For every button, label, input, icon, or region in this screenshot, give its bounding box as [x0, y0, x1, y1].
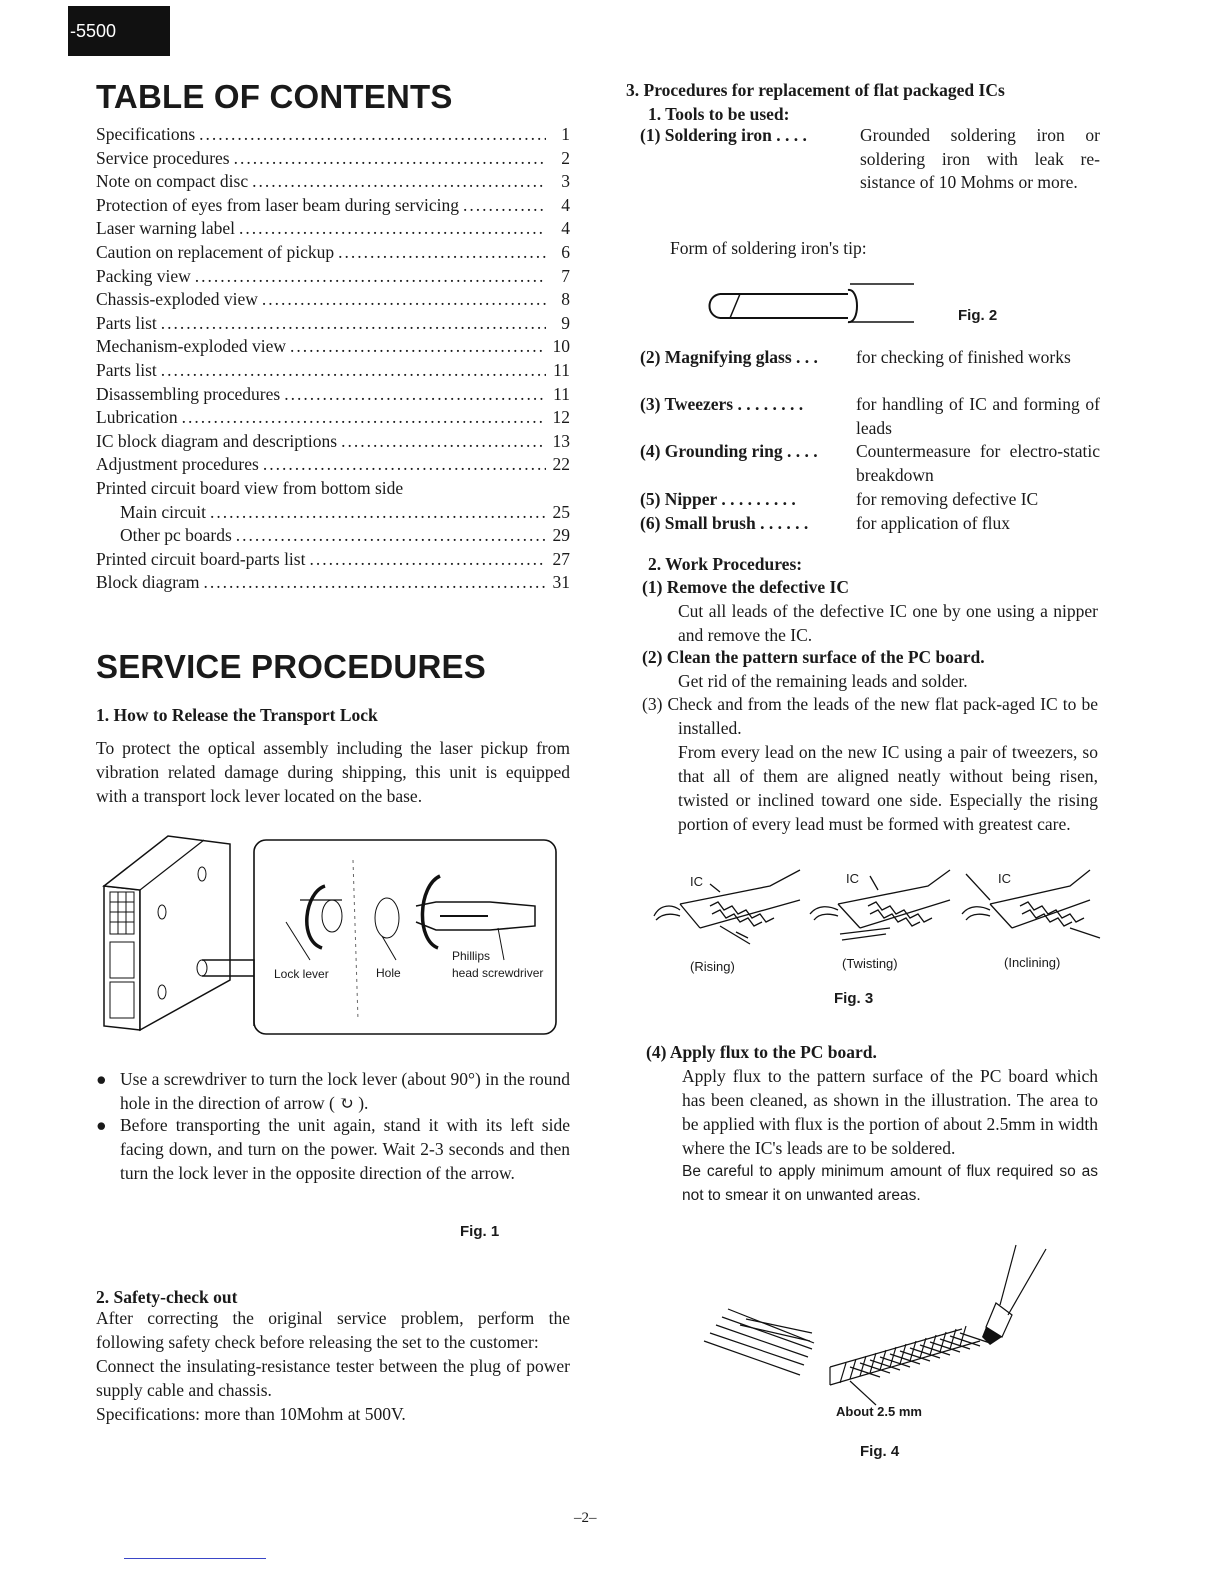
- toc-entry-page: 29: [552, 525, 570, 546]
- toc-entry-page: 3: [561, 171, 570, 192]
- toc-leader: [309, 549, 546, 570]
- toc-leader: [341, 431, 546, 452]
- toc-entry-label: Packing view: [96, 265, 191, 286]
- bullet-item: ● Use a screwdriver to turn the lock lever (about 90°) in the round hole in the direction of arrow ( ↻ ).: [96, 1069, 570, 1113]
- ic-heading: 3. Procedures for replacement of flat packaged ICs: [626, 80, 1005, 100]
- toc-entry-label: Block diagram: [96, 572, 200, 593]
- toc-entry: [96, 218, 570, 242]
- fig3-twisting-caption: (Twisting): [842, 956, 898, 971]
- work-heading: 2. Work Procedures:: [648, 554, 803, 574]
- fig3-ic-label: IC: [998, 871, 1011, 886]
- toc-entry-page: 12: [552, 407, 570, 428]
- toc-leader: [463, 195, 546, 216]
- toc-entry-label: Adjustment procedures: [96, 454, 259, 475]
- tool-item: (2) Magnifying glass . . . for checking of finished works: [640, 347, 1071, 367]
- transport-lock-figure: [100, 830, 570, 1040]
- toc-entry-page: 31: [552, 572, 570, 593]
- toc-entry-page: 4: [561, 218, 570, 239]
- toc-entry-label: Parts list: [96, 359, 157, 380]
- toc-entry-page: 9: [561, 312, 570, 333]
- fig2-caption: Fig. 2: [958, 307, 998, 324]
- toc-list: [96, 124, 570, 596]
- tool-item: (4) Grounding ring . . . . Countermeasure for electro-static breakdown: [640, 441, 1100, 485]
- fig3-rising-caption: (Rising): [690, 959, 735, 974]
- toc-entry: [96, 454, 570, 478]
- toc-entry-label: Parts list: [96, 312, 157, 333]
- toc-entry: [96, 478, 570, 502]
- toc-entry: [96, 431, 570, 455]
- toc-entry-page: 2: [561, 147, 570, 168]
- toc-entry: [96, 171, 570, 195]
- model-tab: -5500: [68, 6, 170, 56]
- work-step: (2) Clean the pattern surface of the PC board. Get rid of the remaining leads and solder.: [642, 647, 985, 691]
- fig3-ic-label: IC: [690, 874, 703, 889]
- toc-leader: [204, 572, 546, 593]
- toc-leader: [262, 289, 546, 310]
- toc-leader: [234, 148, 546, 169]
- toc-leader: [239, 218, 546, 239]
- toc-entry-page: 6: [561, 241, 570, 262]
- toc-entry: [96, 124, 570, 148]
- toc-entry-label: Main circuit: [120, 501, 207, 522]
- fig1-hole-label: Hole: [376, 966, 401, 980]
- toc-entry-label: Service procedures: [96, 147, 230, 168]
- toc-leader: [195, 266, 546, 287]
- toc-title: TABLE OF CONTENTS: [96, 78, 453, 115]
- toc-leader: [199, 124, 546, 145]
- toc-entry: [96, 148, 570, 172]
- toc-entry-page: 13: [552, 430, 570, 451]
- toc-entry-label: Note on compact disc: [96, 171, 249, 192]
- tool-item: (5) Nipper . . . . . . . . . for removing defective IC: [640, 489, 1039, 509]
- toc-entry-page: 1: [561, 124, 570, 144]
- toc-entry: [96, 242, 570, 266]
- lead-defects-figure: [650, 864, 1110, 944]
- toc-entry: [96, 502, 570, 526]
- tool-item: (1) Soldering iron . . . . Grounded soldering iron or soldering iron with leak re-sistance of 10 Mohms or more.: [640, 125, 1100, 192]
- toc-leader: [210, 502, 546, 523]
- toc-leader: [161, 313, 546, 334]
- toc-entry-page: 11: [553, 383, 570, 404]
- flux-application-figure: [700, 1245, 1060, 1405]
- section2-text: After correcting the original service problem, perform the following safety check before releasing the set to the customer: Connect the insulating-resistance tester between the plug of power supply cable and chassis. Specifications: more than 10Mohm at 500V.: [96, 1308, 570, 1424]
- toc-leader: [161, 360, 546, 381]
- toc-entry-label: Printed circuit board view from bottom side: [96, 477, 404, 498]
- toc-entry-page: 7: [561, 265, 570, 286]
- toc-entry-page: 11: [553, 359, 570, 380]
- toc-entry-label: Laser warning label: [96, 218, 235, 239]
- section1-text: To protect the optical assembly including the laser pickup from vibration related damage during shipping, this unit is equipped with a transport lock lever located on the base.: [96, 738, 570, 806]
- fig1-lock-lever-label: Lock lever: [274, 967, 329, 981]
- toc-entry: [96, 289, 570, 313]
- toc-leader: [338, 242, 546, 263]
- fig3-inclining-caption: (Inclining): [1004, 955, 1061, 970]
- toc-entry-label: Printed circuit board-parts list: [96, 548, 306, 569]
- toc-leader: [236, 525, 546, 546]
- fig1-screwdriver-label: head screwdriver: [452, 966, 544, 980]
- section2-heading: 2. Safety-check out: [96, 1287, 238, 1307]
- toc-entry: [96, 336, 570, 360]
- toc-entry-page: 25: [552, 501, 570, 522]
- toc-leader: [263, 454, 546, 475]
- toc-entry-page: 8: [561, 289, 570, 310]
- toc-entry: [96, 384, 570, 408]
- toc-entry-label: Protection of eyes from laser beam during servicing: [96, 194, 460, 215]
- toc-entry-page: 22: [552, 454, 570, 475]
- footer-rule: [124, 1558, 266, 1559]
- toc-entry-label: Mechanism-exploded view: [96, 336, 287, 357]
- work-step: (3) Check and from the leads of the new flat pack-aged IC to be installed. From every lead on the new IC using a pair of tweezers, so that all of them are aligned neatly without being risen, twisted or inclined toward one side. Especially the rising portion of every lead must be formed with greatest care.: [642, 694, 1098, 834]
- work-step-4: (4) Apply flux to the PC board. Apply flux to the pattern surface of the PC board which has been cleaned, as shown in the illustration. The area to be applied with flux is the portion of about 2.5mm in width where the IC's leads are to be soldered. Be careful to apply minimum amount of flux required so as not to smear it on unwanted areas.: [646, 1042, 1098, 1204]
- toc-entry-label: Chassis-exploded view: [96, 289, 258, 310]
- tool-item: (3) Tweezers . . . . . . . . for handling of IC and forming of leads: [640, 394, 1100, 438]
- toc-entry: [96, 360, 570, 384]
- toc-leader: [252, 171, 546, 192]
- toc-entry-page: 4: [561, 194, 570, 215]
- section1-heading: 1. How to Release the Transport Lock: [96, 705, 378, 725]
- service-title: SERVICE PROCEDURES: [96, 648, 486, 685]
- tools-heading: 1. Tools to be used:: [648, 104, 790, 124]
- bullet-item: ● Before transporting the unit again, stand it with its left side facing down, and turn on the power. Wait 2-3 seconds and then turn the lock lever in the opposite direction of the arrow.: [96, 1115, 570, 1183]
- toc-entry: [96, 549, 570, 573]
- fig3-caption: Fig. 3: [834, 990, 874, 1007]
- fig4-width-label: About 2.5 mm: [836, 1404, 922, 1419]
- toc-entry-label: Disassembling procedures: [96, 383, 281, 404]
- toc-entry-page: 27: [552, 548, 570, 569]
- toc-entry: [96, 525, 570, 549]
- toc-entry: [96, 407, 570, 431]
- toc-entry-label: Other pc boards: [120, 525, 232, 546]
- toc-entry: [96, 266, 570, 290]
- toc-leader: [284, 384, 546, 405]
- toc-leader: [290, 336, 546, 357]
- fig1-caption: Fig. 1: [460, 1223, 500, 1240]
- toc-entry-label: Specifications: [96, 124, 196, 144]
- toc-entry-label: IC block diagram and descriptions: [96, 430, 338, 451]
- work-step: (1) Remove the defective IC Cut all leads of the defective IC one by one using a nipper and remove the IC.: [642, 577, 1098, 645]
- page-number: –2–: [574, 1510, 597, 1526]
- tip-label: Form of soldering iron's tip:: [670, 238, 867, 258]
- toc-entry: [96, 195, 570, 219]
- toc-entry-label: Caution on replacement of pickup: [96, 241, 335, 262]
- fig3-ic-label: IC: [846, 871, 859, 886]
- toc-leader: [182, 407, 546, 428]
- tool-item: (6) Small brush . . . . . . for application of flux: [640, 513, 1011, 533]
- soldering-tip-figure: [700, 278, 920, 328]
- toc-entry: [96, 572, 570, 596]
- toc-entry: [96, 313, 570, 337]
- fig4-caption: Fig. 4: [860, 1443, 900, 1460]
- toc-entry-page: 10: [552, 336, 570, 357]
- fig1-phillips-label: Phillips: [452, 949, 491, 963]
- toc-entry-label: Lubrication: [96, 407, 178, 428]
